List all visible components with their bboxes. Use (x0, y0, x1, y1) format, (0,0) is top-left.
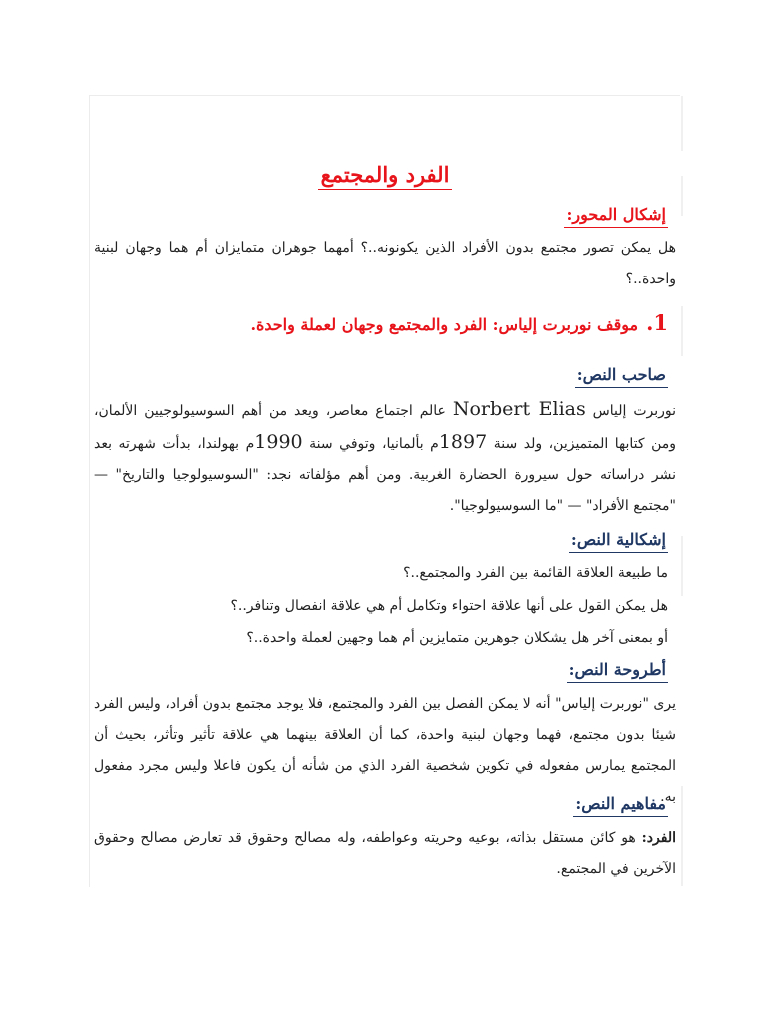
author-text (94, 394, 676, 522)
concept-definition (94, 823, 676, 885)
margin-bar (681, 96, 683, 151)
concepts-label: مفاهيم النص: (573, 793, 668, 817)
death-year: 1990 (254, 431, 303, 453)
problematic-axis-text: هل يمكن تصور مجتمع بدون الأفراد الذين يكونونه..؟ أمهما جوهران متمايزان أم هما وجهان لبنية واحدة..؟ (94, 240, 676, 287)
thesis-text: يرى "نوربرت إلياس" أنه لا يمكن الفصل بين الفرد والمجتمع، فلا يوجد مجتمع بدون أفراد، وليس الفرد شيئا بدون مجتمع، فهما وجهان لبنية واحدة، كما أن العلاقة بينهما هي علاقة تأثير وتأثر، بحيث أن المجتمع يمارس مفعوله في تكوين شخصية الفرد الذي من شأنه أن يكون فاعلا وليس مجرد مفعول به. (94, 696, 676, 805)
question-3: أو بمعنى آخر هل يشكلان جوهرين متمايزين أم هما وجهين لعملة واحدة..؟ (246, 630, 668, 646)
concept-text: هو كائن مستقل بذاته، بوعيه وحريته وعواطفه، وله مصالح وحقوق قد تعارض مصالح وحقوق الآخرين في المجتمع. (94, 830, 676, 877)
author-name-latin: Norbert Elias (452, 398, 586, 420)
margin-bar (681, 176, 683, 216)
margin-bar (681, 786, 683, 886)
text-problematic-label: إشكالية النص: (569, 529, 668, 553)
problematic-axis-label: إشكال المحور: (564, 204, 668, 228)
thesis-label: أطروحة النص: (567, 659, 668, 683)
author-text-part: م بهولندا، بدأت شهرته بعد نشر دراساته حول سيرورة الحضارة الغربية. ومن أهم مؤلفاته نجد: "السوسيولوجيا والتاريخ" — "مجتمع الأفراد" — "ما السوسيولوجيا". (94, 436, 676, 514)
document-page (89, 95, 680, 887)
author-label: صاحب النص: (575, 364, 668, 388)
page-title (90, 162, 680, 187)
title-text: الفرد والمجتمع (318, 162, 453, 190)
concept-term: الفرد: (641, 830, 676, 846)
author-text-part: عالم اجتماع معاصر، ويعد من أهم السوسيولوجيين الألمان، ومن كتابها المتميزين، ولد سنة (94, 403, 676, 452)
section-title: موقف نوربرت إلياس: الفرد والمجتمع وجهان لعملة واحدة. (250, 315, 639, 334)
question-1: ما طبيعة العلاقة القائمة بين الفرد والمجتمع..؟ (403, 565, 668, 581)
margin-bar (681, 536, 683, 596)
question-2: هل يمكن القول على أنها علاقة احتواء وتكامل أم هي علاقة انفصال وتنافر..؟ (230, 598, 668, 614)
section-heading (250, 310, 668, 335)
section-number: 1. (646, 310, 668, 335)
birth-year: 1897 (438, 431, 488, 453)
margin-bar (681, 306, 683, 356)
author-text-part: م بألمانيا، وتوفي سنة (302, 436, 439, 452)
author-text-part: نوربرت إلياس (585, 403, 677, 419)
